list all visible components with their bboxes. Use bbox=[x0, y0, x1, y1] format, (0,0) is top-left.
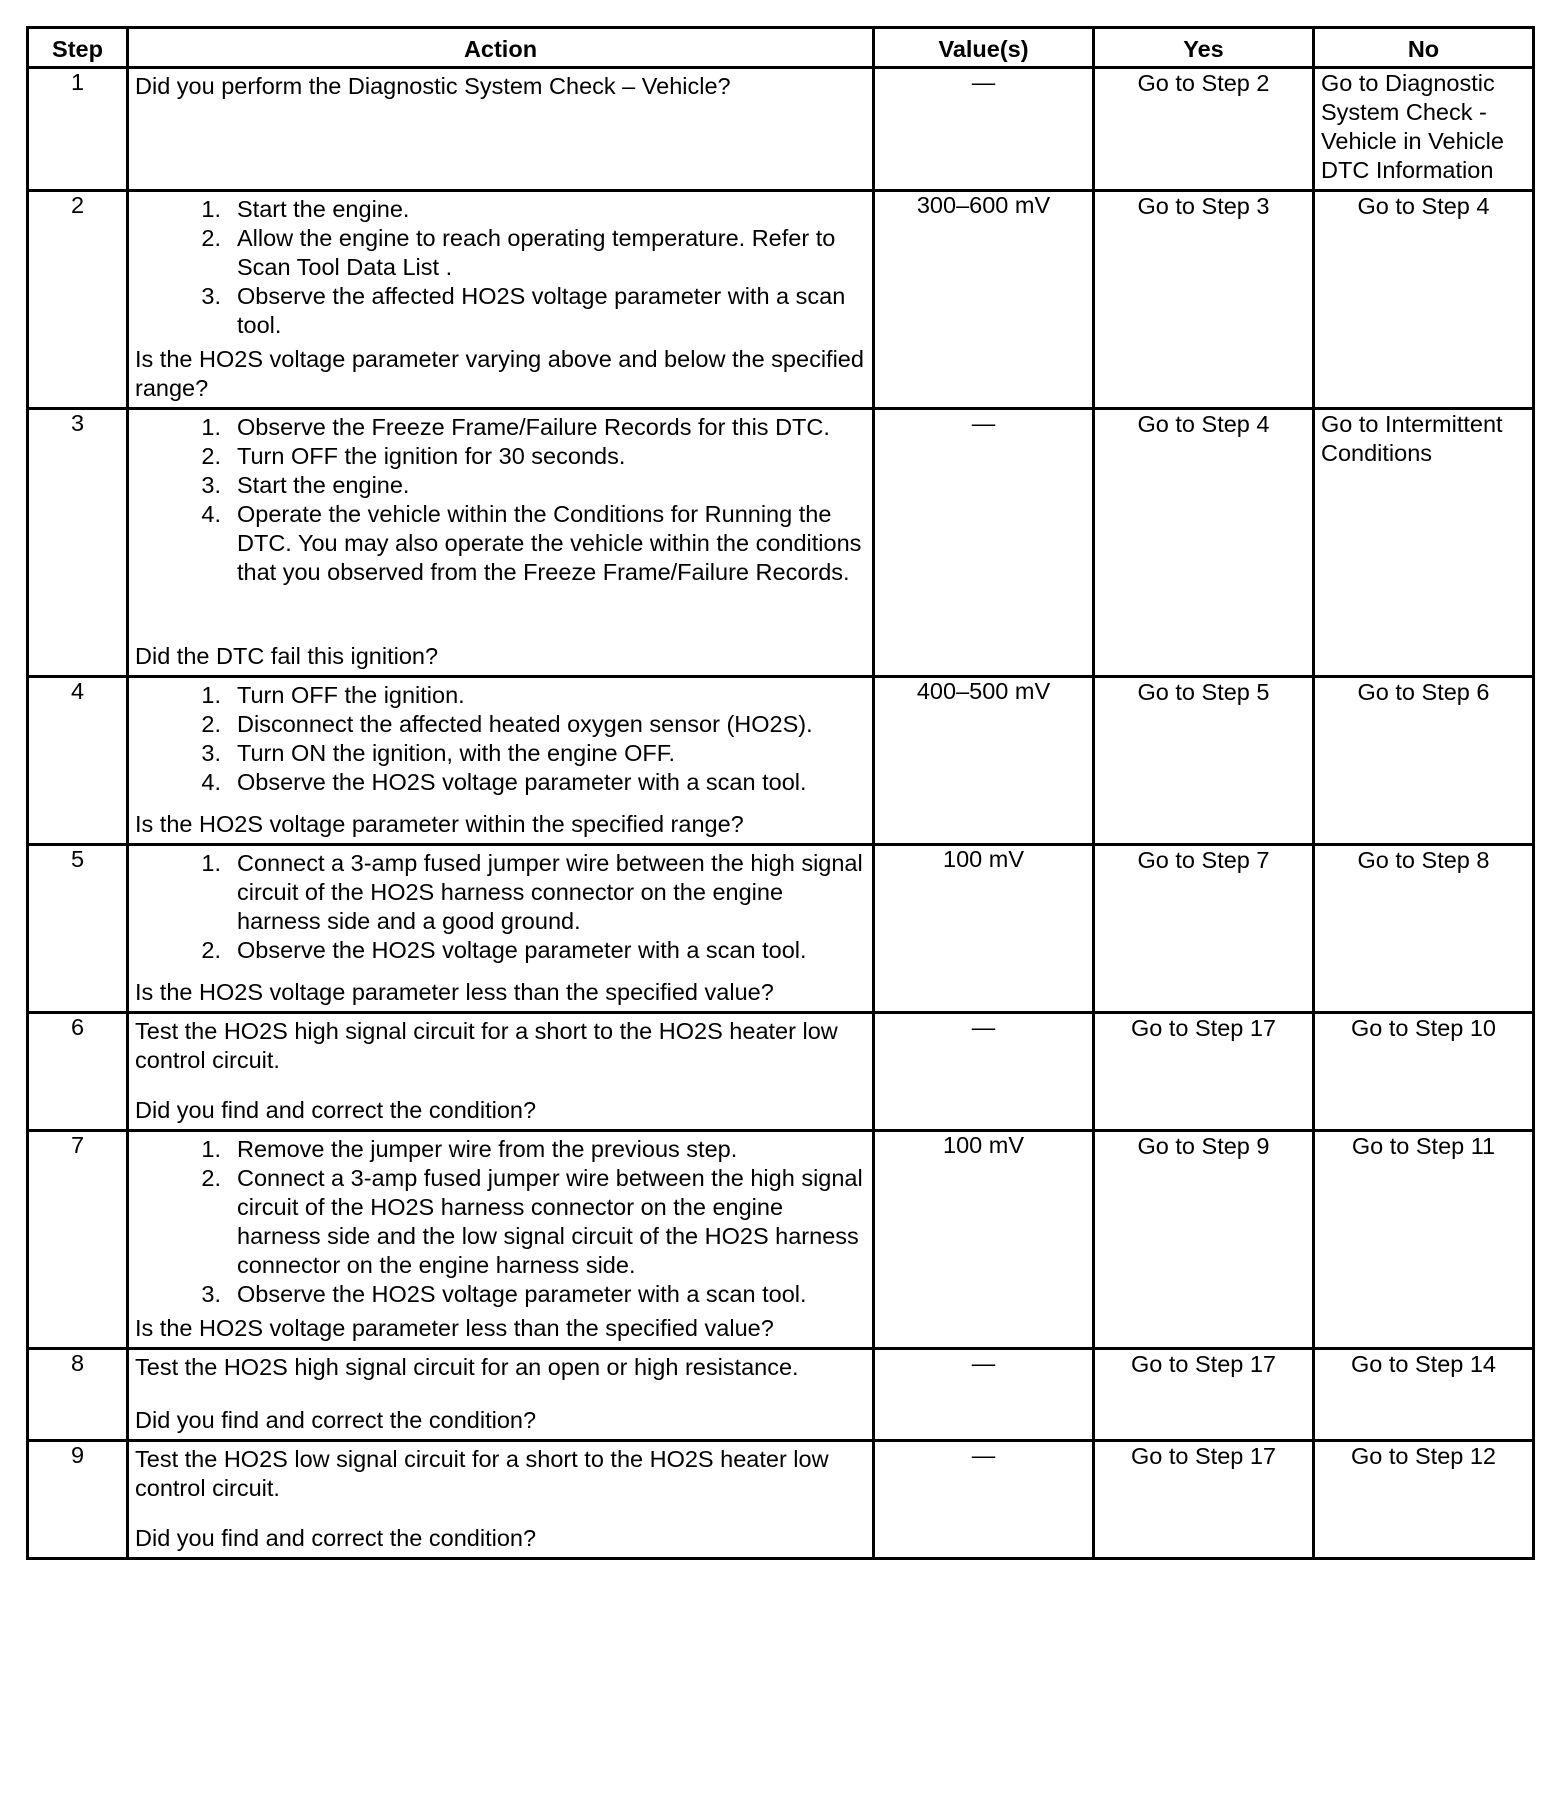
table-row bbox=[28, 1013, 1534, 1131]
yes-cell bbox=[1094, 409, 1314, 677]
action-instructions bbox=[135, 681, 866, 797]
substep-number: 4. bbox=[201, 501, 221, 527]
action-cell bbox=[128, 409, 874, 677]
substep-text: Operate the vehicle within the Conditions for Running the DTC. You may also operate the vehicle within the conditions that you observed from the Freeze Frame/Failure Records. bbox=[237, 501, 862, 585]
header-row bbox=[28, 28, 1534, 68]
yes-action-text: Go to Step 17 bbox=[1130, 1443, 1277, 1469]
no-action-text: Go to Step 11 bbox=[1351, 1133, 1496, 1159]
substep-text: Remove the jumper wire from the previous step. bbox=[237, 1136, 738, 1162]
substep-number: 1. bbox=[201, 414, 221, 440]
no-cell bbox=[1314, 1013, 1534, 1131]
action-question: Is the HO2S voltage parameter varying above and below the specified range? bbox=[135, 346, 864, 401]
substep-number: 1. bbox=[201, 196, 221, 222]
substep-item bbox=[135, 471, 866, 500]
substep-text: Observe the affected HO2S voltage parameter with a scan tool. bbox=[237, 283, 846, 338]
substep-item bbox=[135, 1280, 866, 1309]
substep-item bbox=[135, 681, 866, 710]
no-cell bbox=[1314, 409, 1534, 677]
action-lead-text: Test the HO2S high signal circuit for an open or high resistance. bbox=[135, 1354, 799, 1380]
value-cell: 100 mV bbox=[874, 845, 1094, 1013]
substep-item bbox=[135, 413, 866, 442]
substep-item bbox=[135, 195, 866, 224]
substep-number: 1. bbox=[201, 1136, 221, 1162]
substep-text: Observe the HO2S voltage parameter with a scan tool. bbox=[237, 937, 807, 963]
action-content bbox=[129, 410, 872, 675]
diagnostic-table-document bbox=[26, 26, 1532, 1560]
diagnostic-steps-table bbox=[26, 26, 1535, 1560]
action-cell bbox=[128, 1441, 874, 1559]
action-cell bbox=[128, 1349, 874, 1441]
header-action: Action bbox=[128, 28, 874, 68]
action-cell bbox=[128, 845, 874, 1013]
action-content bbox=[129, 678, 872, 843]
action-lead-text: Test the HO2S high signal circuit for a short to the HO2S heater low control circuit. bbox=[135, 1018, 838, 1073]
yes-action-text: Go to Step 3 bbox=[1137, 193, 1270, 219]
yes-cell bbox=[1094, 68, 1314, 191]
action-instructions bbox=[135, 413, 866, 587]
no-action-text: Go to Step 10 bbox=[1350, 1015, 1497, 1041]
substep-text: Turn OFF the ignition for 30 seconds. bbox=[237, 443, 626, 469]
substep-text: Connect a 3-amp fused jumper wire between the high signal circuit of the HO2S harness connector on the engine harness side and the low signal circuit of the HO2S harness connector on the engine harness side. bbox=[237, 1165, 863, 1278]
action-content bbox=[129, 69, 872, 176]
value-cell: 100 mV bbox=[874, 1131, 1094, 1349]
action-instructions bbox=[135, 72, 866, 101]
table-row bbox=[28, 1131, 1534, 1349]
substep-text: Start the engine. bbox=[237, 472, 410, 498]
substep-list bbox=[135, 681, 866, 797]
table-body bbox=[28, 68, 1534, 1559]
substep-number: 2. bbox=[201, 711, 221, 737]
action-question: Did you find and correct the condition? bbox=[135, 1097, 537, 1123]
yes-cell bbox=[1094, 1441, 1314, 1559]
substep-text: Turn OFF the ignition. bbox=[237, 682, 465, 708]
action-content bbox=[129, 1350, 872, 1439]
no-action-text: Go to Step 6 bbox=[1357, 679, 1490, 705]
no-cell bbox=[1314, 845, 1534, 1013]
action-instructions bbox=[135, 1353, 866, 1382]
value-cell: — bbox=[874, 68, 1094, 191]
table-row bbox=[28, 68, 1534, 191]
substep-text: Start the engine. bbox=[237, 196, 410, 222]
value-cell: 300–600 mV bbox=[874, 191, 1094, 409]
no-cell bbox=[1314, 191, 1534, 409]
action-instructions bbox=[135, 195, 866, 340]
header-yes: Yes bbox=[1094, 28, 1314, 68]
substep-number: 2. bbox=[201, 937, 221, 963]
substep-number: 2. bbox=[201, 225, 221, 251]
action-content bbox=[129, 846, 872, 1011]
yes-cell bbox=[1094, 1013, 1314, 1131]
yes-cell bbox=[1094, 1349, 1314, 1441]
step-number: 6 bbox=[28, 1013, 128, 1131]
substep-item bbox=[135, 282, 866, 340]
substep-item bbox=[135, 500, 866, 587]
no-action-text: Go to Step 4 bbox=[1357, 193, 1490, 219]
substep-number: 3. bbox=[201, 740, 221, 766]
step-number: 9 bbox=[28, 1441, 128, 1559]
yes-action-text: Go to Step 2 bbox=[1137, 70, 1270, 96]
yes-action-text: Go to Step 7 bbox=[1137, 847, 1270, 873]
yes-action-text: Go to Step 17 bbox=[1130, 1015, 1277, 1041]
substep-list bbox=[135, 1135, 866, 1309]
no-action-text: Go to Intermittent Conditions bbox=[1321, 411, 1503, 466]
step-number: 1 bbox=[28, 68, 128, 191]
substep-text: Disconnect the affected heated oxygen sensor (HO2S). bbox=[237, 711, 813, 737]
step-number: 5 bbox=[28, 845, 128, 1013]
yes-action-text: Go to Step 4 bbox=[1137, 411, 1270, 437]
step-number: 8 bbox=[28, 1349, 128, 1441]
substep-list bbox=[135, 413, 866, 587]
action-instructions bbox=[135, 1135, 866, 1309]
table-row bbox=[28, 1349, 1534, 1441]
substep-text: Observe the HO2S voltage parameter with a scan tool. bbox=[237, 769, 807, 795]
action-cell bbox=[128, 677, 874, 845]
no-action-text: Go to Step 12 bbox=[1350, 1443, 1497, 1469]
step-number: 3 bbox=[28, 409, 128, 677]
action-question: Did the DTC fail this ignition? bbox=[135, 643, 439, 669]
table-row bbox=[28, 845, 1534, 1013]
action-instructions bbox=[135, 1017, 866, 1075]
yes-action-text: Go to Step 17 bbox=[1130, 1351, 1277, 1377]
substep-number: 1. bbox=[201, 682, 221, 708]
action-question: Is the HO2S voltage parameter less than the specified value? bbox=[135, 1315, 774, 1341]
substep-item bbox=[135, 768, 866, 797]
substep-item bbox=[135, 1164, 866, 1280]
action-question: Is the HO2S voltage parameter within the specified range? bbox=[135, 811, 744, 837]
table-row bbox=[28, 409, 1534, 677]
table-header bbox=[28, 28, 1534, 68]
action-cell bbox=[128, 1013, 874, 1131]
substep-number: 1. bbox=[201, 850, 221, 876]
yes-cell bbox=[1094, 191, 1314, 409]
yes-cell bbox=[1094, 677, 1314, 845]
value-cell: — bbox=[874, 1441, 1094, 1559]
no-cell bbox=[1314, 1131, 1534, 1349]
action-lead-text: Did you perform the Diagnostic System Check – Vehicle? bbox=[135, 73, 731, 99]
substep-item bbox=[135, 849, 866, 936]
substep-number: 3. bbox=[201, 1281, 221, 1307]
substep-text: Observe the HO2S voltage parameter with a scan tool. bbox=[237, 1281, 807, 1307]
action-question: Did you find and correct the condition? bbox=[135, 1407, 537, 1433]
action-content bbox=[129, 1442, 872, 1557]
no-cell bbox=[1314, 68, 1534, 191]
substep-item bbox=[135, 739, 866, 768]
substep-text: Turn ON the ignition, with the engine OFF. bbox=[237, 740, 676, 766]
substep-item bbox=[135, 710, 866, 739]
substep-list bbox=[135, 195, 866, 340]
header-step: Step bbox=[28, 28, 128, 68]
substep-number: 2. bbox=[201, 443, 221, 469]
yes-cell bbox=[1094, 1131, 1314, 1349]
substep-number: 4. bbox=[201, 769, 221, 795]
no-cell bbox=[1314, 1441, 1534, 1559]
action-instructions bbox=[135, 1445, 866, 1503]
yes-action-text: Go to Step 9 bbox=[1137, 1133, 1270, 1159]
substep-list bbox=[135, 849, 866, 965]
header-values: Value(s) bbox=[874, 28, 1094, 68]
action-question: Is the HO2S voltage parameter less than the specified value? bbox=[135, 979, 774, 1005]
value-cell: — bbox=[874, 1349, 1094, 1441]
value-cell: — bbox=[874, 1013, 1094, 1131]
no-action-text: Go to Step 8 bbox=[1357, 847, 1490, 873]
yes-cell bbox=[1094, 845, 1314, 1013]
action-cell bbox=[128, 68, 874, 191]
table-row bbox=[28, 677, 1534, 845]
value-cell: 400–500 mV bbox=[874, 677, 1094, 845]
table-row bbox=[28, 191, 1534, 409]
substep-item bbox=[135, 224, 866, 282]
step-number: 2 bbox=[28, 191, 128, 409]
substep-text: Allow the engine to reach operating temperature. Refer to Scan Tool Data List . bbox=[237, 225, 836, 280]
no-action-text: Go to Diagnostic System Check - Vehicle in Vehicle DTC Information bbox=[1321, 70, 1504, 183]
table-row bbox=[28, 1441, 1534, 1559]
action-cell bbox=[128, 191, 874, 409]
action-cell bbox=[128, 1131, 874, 1349]
action-lead-text: Test the HO2S low signal circuit for a short to the HO2S heater low control circuit. bbox=[135, 1446, 829, 1501]
substep-item bbox=[135, 442, 866, 471]
value-cell: — bbox=[874, 409, 1094, 677]
header-no: No bbox=[1314, 28, 1534, 68]
substep-text: Observe the Freeze Frame/Failure Records for this DTC. bbox=[237, 414, 830, 440]
action-content bbox=[129, 192, 872, 407]
no-action-text: Go to Step 14 bbox=[1350, 1351, 1497, 1377]
substep-number: 2. bbox=[201, 1165, 221, 1191]
action-question: Did you find and correct the condition? bbox=[135, 1525, 537, 1551]
no-cell bbox=[1314, 1349, 1534, 1441]
step-number: 4 bbox=[28, 677, 128, 845]
no-cell bbox=[1314, 677, 1534, 845]
action-instructions bbox=[135, 849, 866, 965]
action-content bbox=[129, 1014, 872, 1129]
substep-item bbox=[135, 1135, 866, 1164]
action-content bbox=[129, 1132, 872, 1347]
yes-action-text: Go to Step 5 bbox=[1137, 679, 1270, 705]
step-number: 7 bbox=[28, 1131, 128, 1349]
substep-text: Connect a 3-amp fused jumper wire between the high signal circuit of the HO2S harness connector on the engine harness side and a good ground. bbox=[237, 850, 863, 934]
substep-number: 3. bbox=[201, 472, 221, 498]
substep-number: 3. bbox=[201, 283, 221, 309]
substep-item bbox=[135, 936, 866, 965]
